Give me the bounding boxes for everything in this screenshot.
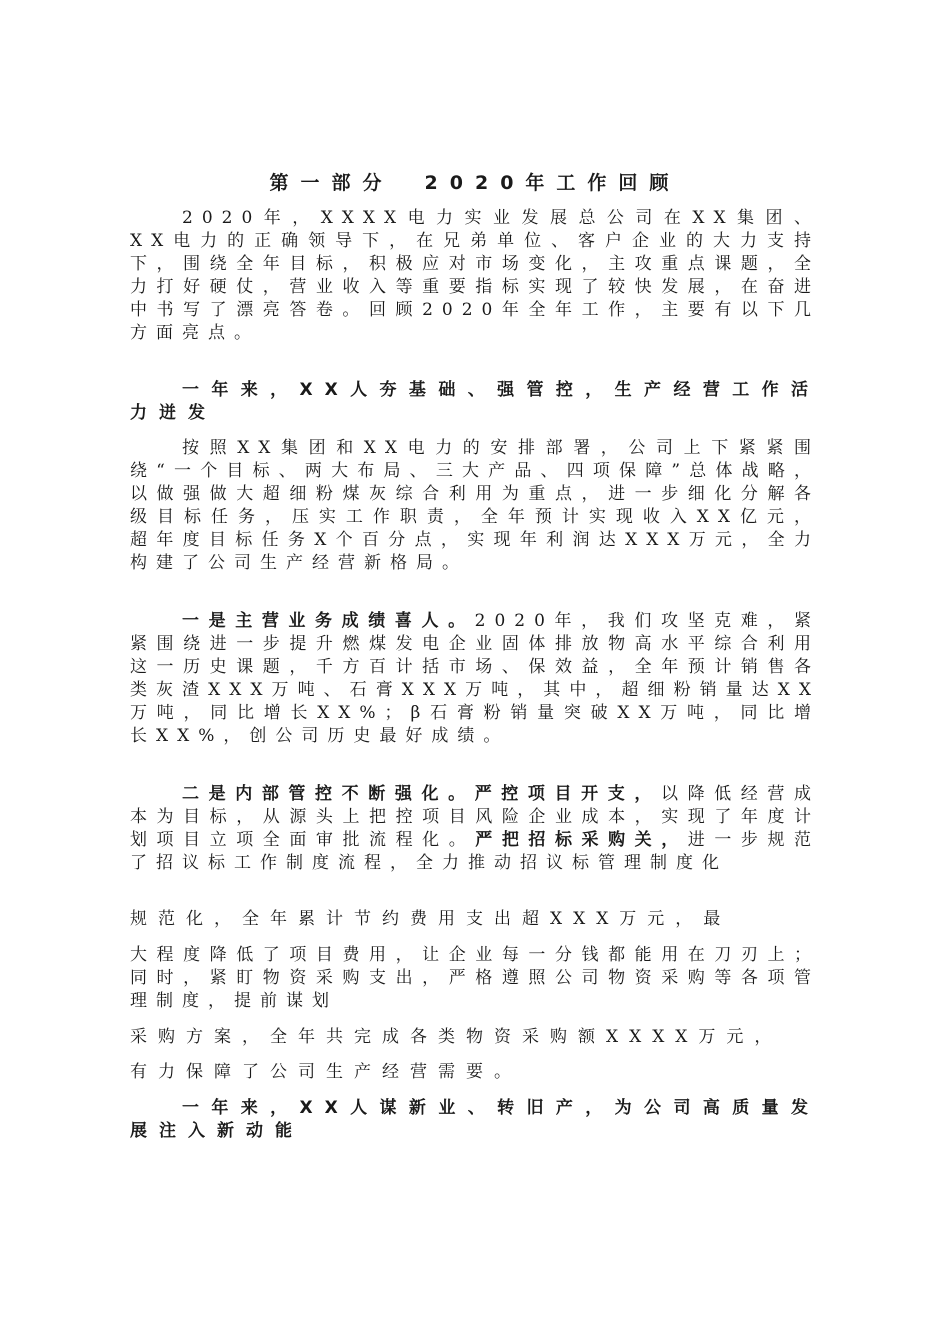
section1-paragraph: 按照XX集团和XX电力的安排部署，公司上下紧紧围绕“一个目标、两大布局、三大产品、四项保障”总体战略，以做强做大超细粉煤灰综合利用为重点，进一步细化分解各级目标任务，压实工作职责，全年预计实现收入XX亿元，超年度目标任务X个百分点，实现年利润达XXX万元，全力构建了公司生产经营新格局。	[130, 438, 820, 573]
point2-sub-1: 严控项目开支，	[474, 784, 661, 804]
point2-line-c: 有力保障了公司生产经营需要。	[130, 1062, 522, 1082]
point2-paragraph	[130, 783, 820, 875]
point2-lead: 二是内部管控不断强化。	[182, 784, 475, 804]
page-title: 第一部分 2020年工作回顾	[269, 172, 681, 194]
point2-body-3: 大程度降低了项目费用，让企业每一分钱都能用在刀刃上；同时，紧盯物资采购支出，严格遵照公司物资采购等各项管理制度，提前谋划	[130, 945, 820, 1011]
section-heading-2: 一年来，XX人谋新业、转旧产，为公司高质量发展注入新动能	[130, 1098, 820, 1141]
intro-paragraph: 2020年，XXXX电力实业发展总公司在XX集团、XX电力的正确领导下，在兄弟单位、客户企业的大力支持下，围绕全年目标，积极应对市场变化，主攻重点课题，全力打好硬仗，营业收入等重要指标实现了较快发展，在奋进中书写了漂亮答卷。回顾2020年全年工作，主要有以下几方面亮点。	[130, 208, 820, 343]
point2-line-b: 采购方案，全年共完成各类物资采购额XXXX万元，	[130, 1027, 783, 1047]
point2-body-2: 进一步规范了招议标工作制度流程，全力推动招议标管理制度化	[130, 830, 821, 873]
point2-line-a: 规范化，全年累计节约费用支出超XXX万元，最	[130, 909, 732, 929]
point2-sub-2: 严把招标采购关，	[475, 830, 688, 850]
point2-body-1: 以降低经营成本为目标，从源头上把控项目风险企业成本，实现了年度计划项目立项全面审批流程化。	[130, 784, 821, 850]
point1-lead: 一是主营业务成绩喜人。	[182, 611, 475, 631]
point1-paragraph	[130, 610, 820, 748]
point1-body: 2020年，我们攻坚克难，紧紧围绕进一步提升燃煤发电企业固体排放物高水平综合利用这一历史课题，千方百计括市场、保效益，全年预计销售各类灰渣XXX万吨、石膏XXX万吨，其中，超细粉销量达XX万吨，同比增长XX%；β石膏粉销量突破XX万吨，同比增长XX%，创公司历史最好成绩。	[130, 611, 821, 746]
section-heading-1: 一年来，XX人夯基础、强管控，生产经营工作活力迸发	[130, 380, 820, 423]
